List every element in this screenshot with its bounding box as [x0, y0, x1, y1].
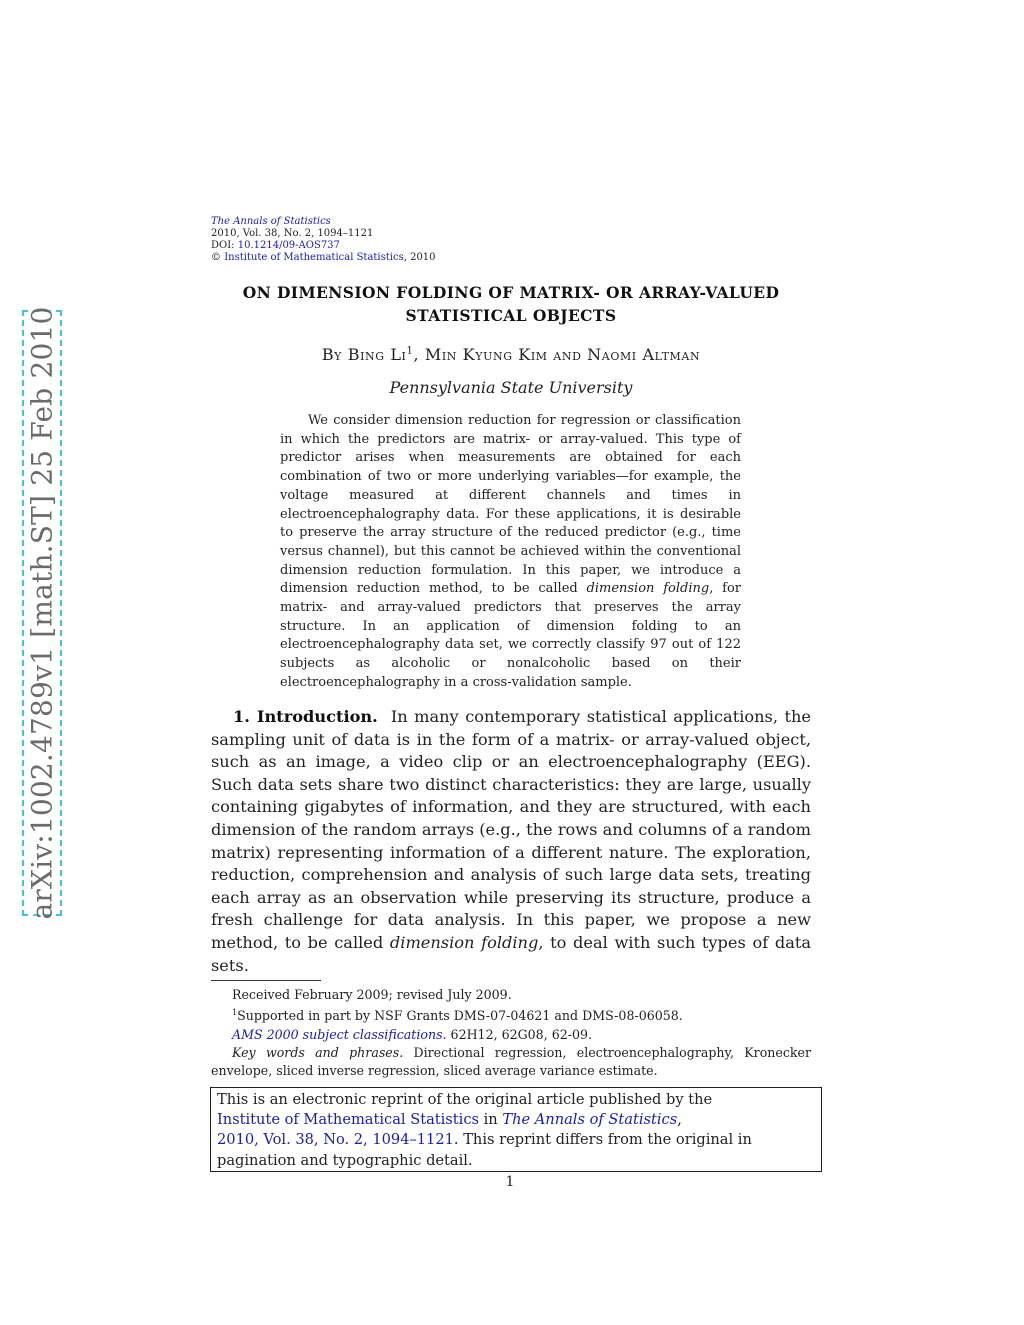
abstract-text-2: , for matrix- and array-valued predictors that preserves the array structure. In an application of dimension folding to an electroencephalography data set, we correctly classify 97 out of 122 subjects as alcoholic or nonalcoholic based on their electroencephalography in a cross-validation sample.	[280, 581, 741, 690]
publisher-link[interactable]: Institute of Mathematical Statistics	[224, 252, 404, 263]
support-note	[211, 1004, 811, 1025]
authors-first: By Bing Li	[321, 345, 407, 364]
support-mark: 1	[232, 1008, 238, 1018]
journal-header	[211, 216, 436, 264]
reprint-in: in	[479, 1111, 503, 1129]
support-text: Supported in part by NSF Grants DMS-07-04621 and DMS-08-06058.	[237, 1008, 683, 1024]
footnote-divider	[211, 980, 321, 981]
reprint-publisher-link[interactable]: Institute of Mathematical Statistics	[217, 1111, 479, 1129]
authors-rest: , Min Kyung Kim and Naomi Altman	[413, 345, 701, 364]
ams-classification	[211, 1026, 811, 1044]
section-heading: 1. Introduction.	[233, 707, 378, 726]
abstract-term: dimension folding	[586, 581, 710, 597]
author-list	[211, 345, 811, 364]
title-line-1: ON DIMENSION FOLDING OF MATRIX- OR ARRAY-VALUED	[242, 283, 780, 302]
reprint-notice	[210, 1087, 822, 1172]
abstract	[280, 412, 741, 693]
keywords-label: Key words and phrases.	[232, 1044, 404, 1060]
reprint-line-3: . This reprint differs from the original in	[453, 1131, 752, 1149]
abstract-text-1: We consider dimension reduction for regression or classification in which the predictors are matrix- or array-valued. This type of predictor arises when measurements are obtained for each combination of two or more underlying variables—for example, the voltage measured at different channels and times in electroencephalography data. For these applications, it is desirable to preserve the array structure of the reduced predictor (e.g., time versus channel), but this cannot be achieved within the conventional dimension reduction formulation. In this paper, we introduce a dimension reduction method, to be called	[280, 413, 741, 597]
reprint-line-4: pagination and typographic detail.	[217, 1151, 473, 1169]
affiliation: Pennsylvania State University	[389, 378, 633, 397]
introduction-paragraph	[211, 706, 811, 977]
intro-term: dimension folding	[389, 932, 539, 952]
received-dates: Received February 2009; revised July 2009.	[232, 987, 512, 1002]
keywords	[211, 1044, 811, 1080]
footnotes	[211, 986, 811, 1080]
reprint-line-1: This is an electronic reprint of the original article published by the	[217, 1091, 713, 1108]
arxiv-stamp[interactable]	[22, 306, 62, 920]
ams-link[interactable]: AMS 2000 subject classifications.	[232, 1026, 447, 1042]
keywords-text: Directional regression, electroencephalography, Kronecker envelope, sliced inverse regression, sliced average variance estimate.	[211, 1044, 811, 1078]
journal-volume: 2010, Vol. 38, No. 2, 1094–1121	[211, 228, 374, 239]
doi-link[interactable]: 10.1214/09-AOS737	[237, 240, 340, 251]
page-number: 1	[505, 1174, 515, 1190]
paper-title	[211, 281, 811, 327]
reprint-journal-link[interactable]: The Annals of Statistics	[502, 1111, 678, 1129]
journal-name-link[interactable]: The Annals of Statistics	[211, 216, 331, 227]
copyright-year: , 2010	[403, 252, 436, 263]
reprint-citation-link[interactable]: 2010, Vol. 38, No. 2, 1094–1121	[217, 1131, 454, 1149]
author-footnote-mark[interactable]: 1	[406, 345, 414, 357]
title-line-2: STATISTICAL OBJECTS	[405, 306, 617, 325]
arxiv-id: arXiv:1002.4789v1 [math.ST] 25 Feb 2010	[25, 306, 59, 920]
ams-codes: 62H12, 62G08, 62-09.	[446, 1026, 593, 1042]
intro-text-1: In many contemporary statistical applications, the sampling unit of data is in the form of a matrix- or array-valued object, such as an image, a video clip or an electroencephalography (EEG). Such data sets share two distinct characteristics: they are large, usually containing gigabytes of information, and they are structured, with each dimension of the random arrays (e.g., the rows and columns of a random matrix) representing information of a different nature. The exploration, reduction, comprehension and analysis of such large data sets, treating each array as an observation while preserving its structure, produce a fresh challenge for data analysis. In this paper, we propose a new method, to be called	[211, 707, 812, 952]
doi-label: DOI:	[211, 240, 238, 251]
reprint-comma: ,	[677, 1111, 682, 1129]
copyright-symbol: ©	[211, 252, 221, 263]
intro-text-2: , to deal with such types of data sets.	[211, 932, 812, 975]
